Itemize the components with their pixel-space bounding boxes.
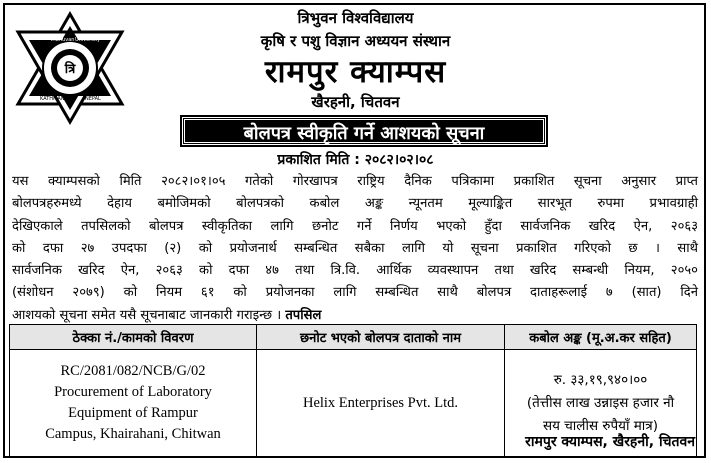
body-line: देखिएकाले तपसिलको बोलपत्र स्वीकृतिका लागि छनोट गर्ने निर्णय भएको हुँदा सार्वजनिक खरिद ऐन, २०६३ (12, 218, 698, 234)
university-name: त्रिभुवन विश्वविद्यालय (297, 9, 414, 27)
notice-title: बोलपत्र स्वीकृति गर्ने आशयको सूचना (182, 117, 546, 145)
svg-text:त्रि: त्रि (64, 62, 76, 77)
body-line: बोलपत्रहरुमध्ये देहाय बमोजिमको बोलपत्रको कबोल अङ्क न्यूनतम मूल्याङ्कित सारभूत रुपमा प्रभावग्राही (12, 196, 698, 212)
contract-desc-line: Equipment of Rampur (68, 405, 198, 421)
body-line: (संशोधन २०७९) को नियम ६१ को प्रयोजनका लागि सम्बन्धित साथै बोलपत्र दाताहरूलाई ७ (सात) दिने (12, 285, 698, 301)
body-line: सार्वजनिक खरिद ऐन, २०६३ को दफा ४७ तथा त्रि.वि. आर्थिक व्यवस्थापन तथा खरिद सम्बन्धी नियम, २०५० (12, 263, 698, 279)
col-header-contract: ठेक्का नं./कामको विवरण (10, 325, 257, 350)
contract-number: RC/2081/082/NCB/G/02 (60, 363, 206, 379)
footer-signature: रामपुर क्याम्पस, खैरहनी, चितवन (525, 434, 695, 450)
contract-desc-line: Campus, Khairahani, Chitwan (45, 426, 221, 442)
col-header-amount: कबोल अङ्क (मू.अ.कर सहित) (505, 325, 697, 350)
body-line: यस क्याम्पसको मिति २०८२।०१।०५ गतेको गोरखापत्र राष्ट्रिय दैनिक पत्रिकामा प्रकाशित सूचना अनुसार प्राप्त (12, 174, 698, 189)
col-header-bidder: छनोट भएको बोलपत्र दाताको नाम (257, 325, 505, 350)
published-date: प्रकाशित मिति : २०८२।०२।०८ (277, 152, 434, 168)
contract-cell (10, 350, 257, 457)
logo-text: NEPAL (85, 96, 101, 102)
bidder-cell: Helix Enterprises Pvt. Ltd. (257, 350, 505, 457)
body-line-last: आशयको सूचना समेत यसै सूचनाबाट जानकारी गराइन्छ । तपसिल (12, 307, 322, 323)
logo-text: KATHMANDU (40, 96, 73, 102)
campus-name: रामपुर क्याम्पस (264, 54, 447, 90)
contract-desc-line: Procurement of Laboratory (54, 384, 212, 400)
institute-name: कृषि र पशु विज्ञान अध्ययन संस्थान (260, 32, 451, 50)
amount-words: सय चालीस रुपैयाँ मात्र) (542, 417, 659, 434)
table-header-row (10, 325, 697, 350)
logo-text: Tribhuvan (50, 37, 75, 43)
campus-location: खैरहनी, चितवन (311, 93, 400, 111)
amount-words: (तेत्तीस लाख उन्नाइस हजार नौ (526, 394, 675, 411)
tapasil-label: तपसिल (285, 307, 322, 323)
logo-text: University (75, 37, 101, 43)
amount-figure: रु. ३३,१९,९४०।०० (553, 371, 648, 388)
notice-body (12, 171, 698, 327)
body-line: को दफा २७ उपदफा (२) को प्रयोजनार्थ सम्बन्धित सबैका लागि यो सूचना प्रकाशित गरिएको छ । साथै (12, 240, 698, 256)
